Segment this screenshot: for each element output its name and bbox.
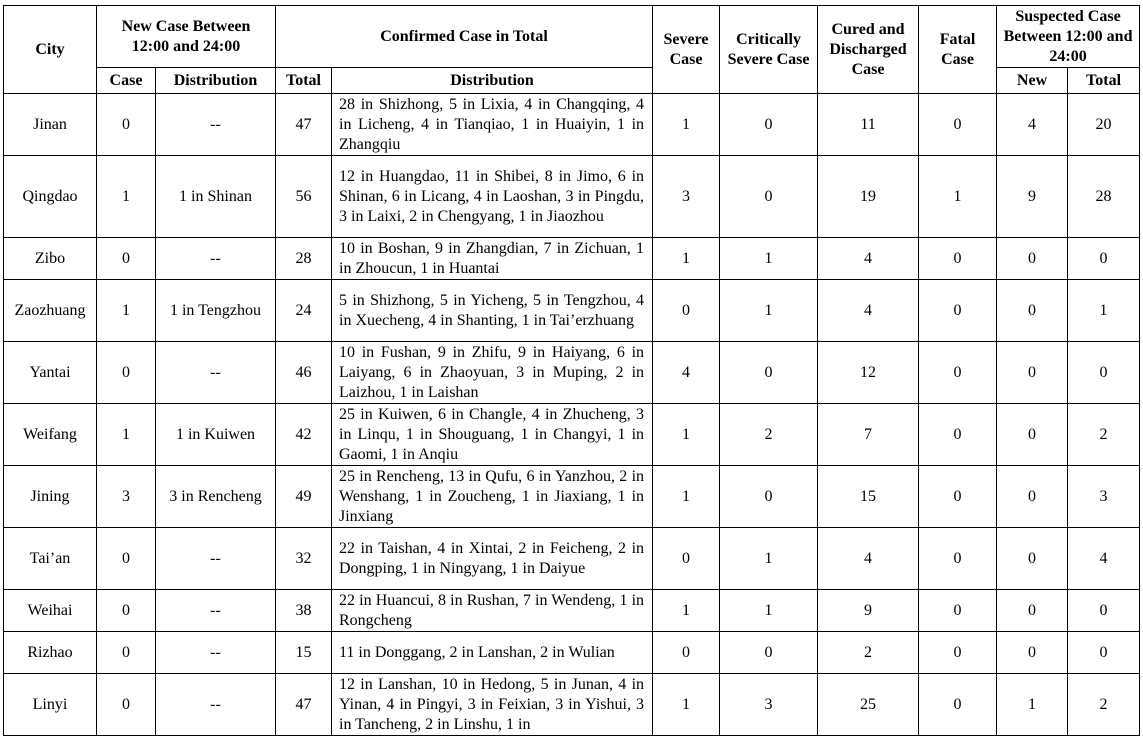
cell-suspected-total: 0 <box>1068 590 1140 632</box>
cell-suspected-new: 0 <box>997 342 1068 404</box>
cell-suspected-total: 3 <box>1068 466 1140 528</box>
cell-cured: 12 <box>818 342 919 404</box>
header-critical: Critically Severe Case <box>720 6 818 94</box>
cell-severe: 1 <box>653 674 720 736</box>
cell-critical: 1 <box>720 280 818 342</box>
cell-fatal: 1 <box>919 156 997 238</box>
cell-new-case: 1 <box>97 156 156 238</box>
cell-suspected-total: 20 <box>1068 94 1140 156</box>
cell-total: 24 <box>276 280 332 342</box>
cell-severe: 3 <box>653 156 720 238</box>
table-row <box>4 674 1140 736</box>
cell-new-case: 0 <box>97 238 156 280</box>
cell-new-distribution: -- <box>156 94 276 156</box>
cell-severe: 1 <box>653 590 720 632</box>
header-confirmed: Confirmed Case in Total <box>276 6 653 68</box>
header-severe: Severe Case <box>653 6 720 94</box>
cell-suspected-new: 1 <box>997 674 1068 736</box>
cell-fatal: 0 <box>919 466 997 528</box>
cell-distribution: 10 in Fushan, 9 in Zhifu, 9 in Haiyang, 6 in Laiyang, 6 in Zhaoyuan, 3 in Muping, 2 in Laizhou, 1 in Laishan <box>332 342 653 404</box>
cell-city: Jining <box>4 466 97 528</box>
table-row <box>4 590 1140 632</box>
cell-suspected-total: 0 <box>1068 342 1140 404</box>
cell-new-distribution: -- <box>156 632 276 674</box>
cell-distribution: 10 in Boshan, 9 in Zhangdian, 7 in Zichuan, 1 in Zhoucun, 1 in Huantai <box>332 238 653 280</box>
cell-suspected-new: 9 <box>997 156 1068 238</box>
table-row <box>4 342 1140 404</box>
cell-fatal: 0 <box>919 590 997 632</box>
case-table <box>3 5 1140 736</box>
cell-distribution: 12 in Huangdao, 11 in Shibei, 8 in Jimo, 6 in Shinan, 6 in Licang, 4 in Laoshan, 3 in Pingdu, 3 in Laixi, 2 in Chengyang, 1 in Jiaozhou <box>332 156 653 238</box>
cell-new-case: 0 <box>97 674 156 736</box>
cell-severe: 0 <box>653 528 720 590</box>
table-row <box>4 528 1140 590</box>
header-cured: Cured and Discharged Case <box>818 6 919 94</box>
table-row <box>4 404 1140 466</box>
cell-suspected-new: 0 <box>997 590 1068 632</box>
cell-critical: 2 <box>720 404 818 466</box>
cell-new-case: 0 <box>97 632 156 674</box>
cell-cured: 19 <box>818 156 919 238</box>
cell-cured: 7 <box>818 404 919 466</box>
cell-city: Weihai <box>4 590 97 632</box>
cell-total: 28 <box>276 238 332 280</box>
cell-city: Qingdao <box>4 156 97 238</box>
cell-total: 15 <box>276 632 332 674</box>
subheader-total: Total <box>276 68 332 94</box>
cell-cured: 4 <box>818 528 919 590</box>
cell-critical: 1 <box>720 238 818 280</box>
cell-city: Jinan <box>4 94 97 156</box>
cell-new-distribution: 3 in Rencheng <box>156 466 276 528</box>
cell-fatal: 0 <box>919 528 997 590</box>
cell-suspected-total: 2 <box>1068 674 1140 736</box>
cell-distribution: 5 in Shizhong, 5 in Yicheng, 5 in Tengzhou, 4 in Xuecheng, 4 in Shanting, 1 in Tai’erzhuang <box>332 280 653 342</box>
cell-suspected-new: 0 <box>997 404 1068 466</box>
cell-new-case: 1 <box>97 404 156 466</box>
table-row <box>4 466 1140 528</box>
cell-new-distribution: -- <box>156 528 276 590</box>
cell-total: 47 <box>276 674 332 736</box>
header-new-case: New Case Between 12:00 and 24:00 <box>97 6 276 68</box>
cell-new-case: 0 <box>97 590 156 632</box>
subheader-distribution: Distribution <box>156 68 276 94</box>
cell-distribution: 12 in Lanshan, 10 in Hedong, 5 in Junan, 4 in Yinan, 4 in Pingyi, 3 in Feixian, 3 in Yishui, 3 in Tancheng, 2 in Linshu, 1 in <box>332 674 653 736</box>
cell-fatal: 0 <box>919 280 997 342</box>
cell-fatal: 0 <box>919 238 997 280</box>
cell-suspected-total: 28 <box>1068 156 1140 238</box>
table-row <box>4 156 1140 238</box>
cell-fatal: 0 <box>919 674 997 736</box>
cell-critical: 0 <box>720 466 818 528</box>
cell-total: 32 <box>276 528 332 590</box>
cell-cured: 15 <box>818 466 919 528</box>
cell-new-distribution: -- <box>156 590 276 632</box>
cell-critical: 0 <box>720 94 818 156</box>
cell-city: Zaozhuang <box>4 280 97 342</box>
cell-total: 46 <box>276 342 332 404</box>
subheader-case: Case <box>97 68 156 94</box>
table-row <box>4 94 1140 156</box>
cell-new-case: 0 <box>97 94 156 156</box>
cell-total: 42 <box>276 404 332 466</box>
cell-total: 49 <box>276 466 332 528</box>
cell-distribution: 28 in Shizhong, 5 in Lixia, 4 in Changqing, 4 in Licheng, 4 in Tianqiao, 1 in Huaiyin, 1 in Zhangqiu <box>332 94 653 156</box>
cell-new-distribution: -- <box>156 674 276 736</box>
cell-cured: 4 <box>818 280 919 342</box>
cell-suspected-new: 0 <box>997 632 1068 674</box>
cell-new-distribution: -- <box>156 342 276 404</box>
cell-suspected-total: 2 <box>1068 404 1140 466</box>
cell-city: Weifang <box>4 404 97 466</box>
table-row <box>4 238 1140 280</box>
cell-severe: 1 <box>653 94 720 156</box>
cell-fatal: 0 <box>919 632 997 674</box>
subheader-suspected-total: Total <box>1068 68 1140 94</box>
cell-cured: 25 <box>818 674 919 736</box>
cell-total: 38 <box>276 590 332 632</box>
cell-new-case: 1 <box>97 280 156 342</box>
cell-suspected-new: 0 <box>997 238 1068 280</box>
cell-cured: 11 <box>818 94 919 156</box>
cell-severe: 4 <box>653 342 720 404</box>
cell-new-case: 0 <box>97 528 156 590</box>
cell-cured: 9 <box>818 590 919 632</box>
cell-severe: 0 <box>653 632 720 674</box>
cell-critical: 1 <box>720 528 818 590</box>
subheader-suspected-new: New <box>997 68 1068 94</box>
table-row <box>4 632 1140 674</box>
cell-suspected-total: 0 <box>1068 238 1140 280</box>
cell-city: Yantai <box>4 342 97 404</box>
cell-distribution: 22 in Taishan, 4 in Xintai, 2 in Feicheng, 2 in Dongping, 1 in Ningyang, 1 in Daiyue <box>332 528 653 590</box>
cell-suspected-new: 0 <box>997 280 1068 342</box>
cell-city: Linyi <box>4 674 97 736</box>
cell-fatal: 0 <box>919 342 997 404</box>
cell-critical: 1 <box>720 590 818 632</box>
header-fatal: Fatal Case <box>919 6 997 94</box>
cell-cured: 2 <box>818 632 919 674</box>
cell-new-distribution: 1 in Shinan <box>156 156 276 238</box>
cell-severe: 1 <box>653 404 720 466</box>
header-suspected: Suspected Case Between 12:00 and 24:00 <box>997 6 1140 68</box>
cell-critical: 0 <box>720 632 818 674</box>
header-city: City <box>4 6 97 94</box>
cell-new-distribution: 1 in Kuiwen <box>156 404 276 466</box>
cell-suspected-total: 1 <box>1068 280 1140 342</box>
cell-new-distribution: -- <box>156 238 276 280</box>
cell-city: Tai’an <box>4 528 97 590</box>
cell-suspected-new: 0 <box>997 466 1068 528</box>
cell-total: 47 <box>276 94 332 156</box>
cell-cured: 4 <box>818 238 919 280</box>
cell-city: Rizhao <box>4 632 97 674</box>
subheader-confirmed-distribution: Distribution <box>332 68 653 94</box>
table-row <box>4 280 1140 342</box>
cell-severe: 1 <box>653 238 720 280</box>
cell-fatal: 0 <box>919 404 997 466</box>
cell-city: Zibo <box>4 238 97 280</box>
cell-fatal: 0 <box>919 94 997 156</box>
cell-total: 56 <box>276 156 332 238</box>
cell-suspected-new: 4 <box>997 94 1068 156</box>
cell-distribution: 25 in Kuiwen, 6 in Changle, 4 in Zhucheng, 3 in Linqu, 1 in Shouguang, 1 in Changyi, 1 in Gaomi, 1 in Anqiu <box>332 404 653 466</box>
cell-critical: 3 <box>720 674 818 736</box>
cell-new-distribution: 1 in Tengzhou <box>156 280 276 342</box>
cell-suspected-new: 0 <box>997 528 1068 590</box>
cell-critical: 0 <box>720 342 818 404</box>
cell-distribution: 25 in Rencheng, 13 in Qufu, 6 in Yanzhou, 2 in Wenshang, 1 in Zoucheng, 1 in Jiaxiang, 1 in Jinxiang <box>332 466 653 528</box>
cell-distribution: 22 in Huancui, 8 in Rushan, 7 in Wendeng, 1 in Rongcheng <box>332 590 653 632</box>
cell-new-case: 0 <box>97 342 156 404</box>
cell-critical: 0 <box>720 156 818 238</box>
cell-suspected-total: 4 <box>1068 528 1140 590</box>
cell-suspected-total: 0 <box>1068 632 1140 674</box>
cell-severe: 0 <box>653 280 720 342</box>
cell-new-case: 3 <box>97 466 156 528</box>
cell-severe: 1 <box>653 466 720 528</box>
cell-distribution: 11 in Donggang, 2 in Lanshan, 2 in Wulian <box>332 632 653 674</box>
